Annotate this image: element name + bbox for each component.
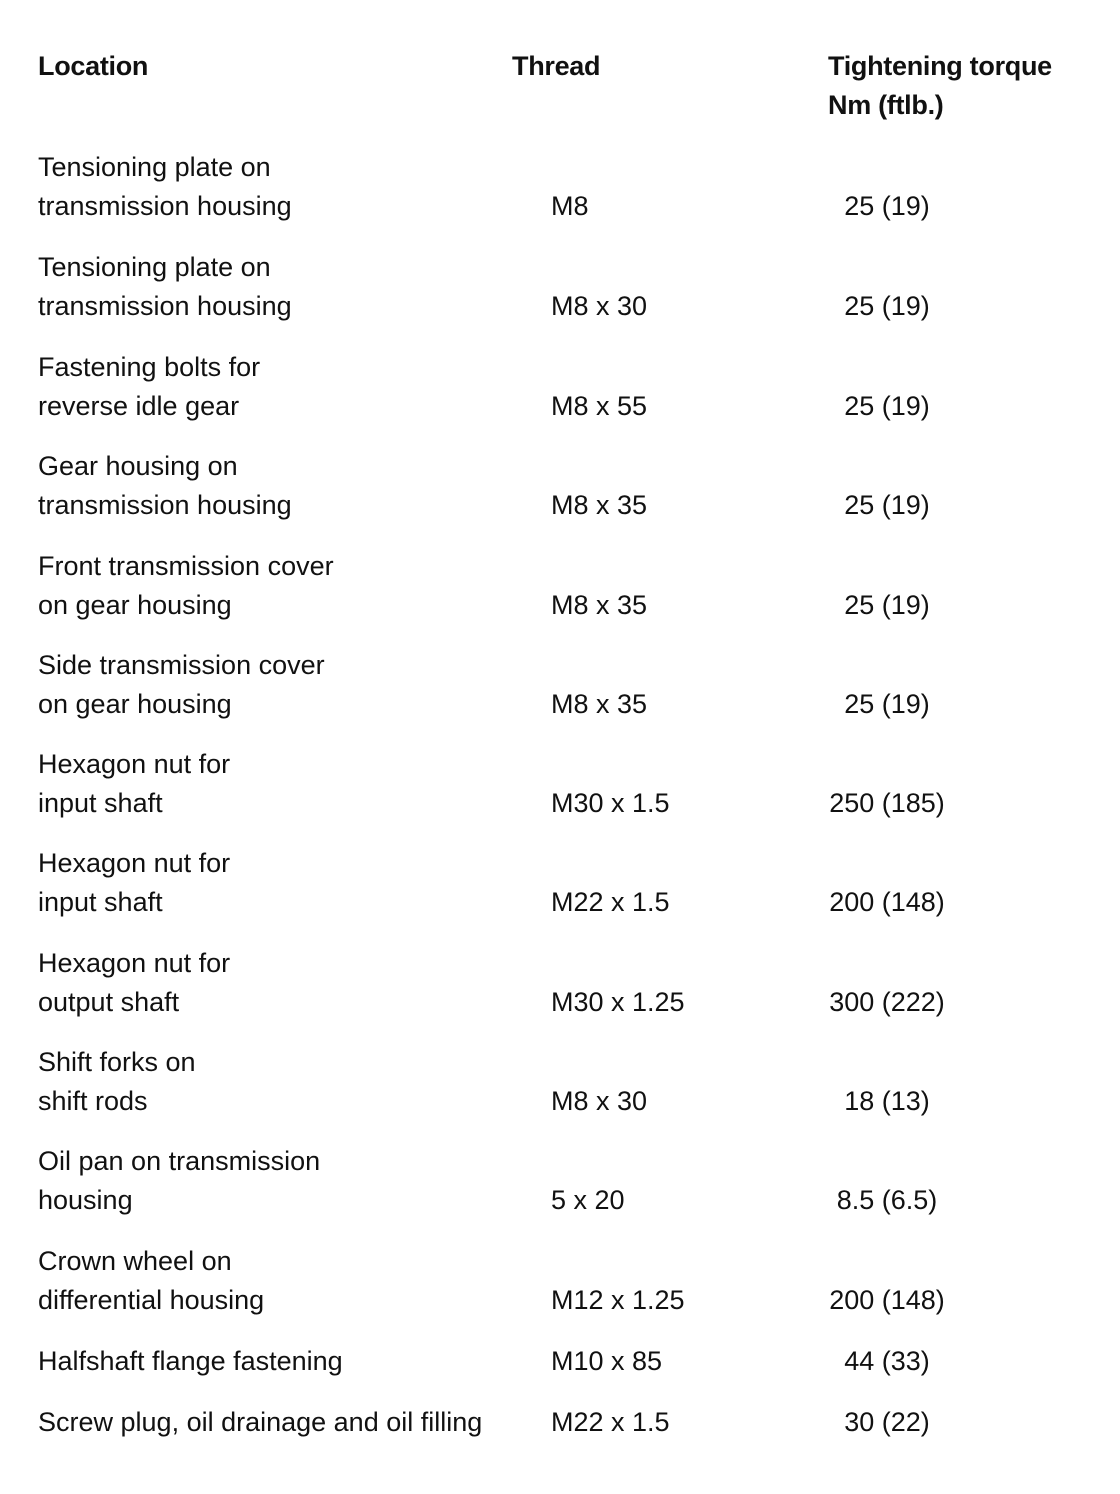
torque-header-line2: Nm (ftlb.) [828, 90, 944, 120]
location-line: Hexagon nut for [38, 948, 231, 978]
torque-cell: 300 (222) [829, 987, 945, 1017]
torque-cell: 25 (19) [844, 590, 930, 620]
location-cell [38, 646, 518, 724]
torque-cell: 200 (148) [829, 1285, 945, 1315]
location-cell [38, 1403, 518, 1442]
thread-cell: M10 x 85 [551, 1346, 663, 1376]
thread-cell: M8 x 35 [551, 689, 648, 719]
thread-cell: M22 x 1.5 [551, 1407, 670, 1437]
torque-header-line1: Tightening torque [828, 51, 1052, 81]
location-cell [38, 348, 518, 426]
location-line: housing [38, 1185, 133, 1215]
torque-cell: 25 (19) [844, 490, 930, 520]
location-cell [38, 148, 518, 226]
location-line: Hexagon nut for [38, 848, 231, 878]
location-cell [38, 1242, 518, 1320]
location-line: transmission housing [38, 291, 292, 321]
location-line: Gear housing on [38, 451, 238, 481]
location-line: shift rods [38, 1086, 148, 1116]
location-line: reverse idle gear [38, 391, 240, 421]
location-line: on gear housing [38, 689, 232, 719]
location-line: Screw plug, oil drainage and oil filling [38, 1407, 483, 1437]
torque-cell: 25 (19) [844, 291, 930, 321]
location-cell [38, 248, 518, 326]
torque-cell: 25 (19) [844, 391, 930, 421]
torque-cell: 44 (33) [844, 1346, 930, 1376]
location-cell [38, 745, 518, 823]
location-line: transmission housing [38, 490, 292, 520]
location-line: Halfshaft flange fastening [38, 1346, 343, 1376]
location-cell [38, 1043, 518, 1121]
thread-cell: M8 x 30 [551, 1086, 648, 1116]
location-line: Crown wheel on [38, 1246, 232, 1276]
location-line: output shaft [38, 987, 180, 1017]
location-line: Fastening bolts for [38, 352, 261, 382]
location-line: Tensioning plate on [38, 152, 271, 182]
thread-cell: M8 [551, 191, 589, 221]
torque-cell: 30 (22) [844, 1407, 930, 1437]
location-cell [38, 1342, 518, 1381]
location-line: Oil pan on transmission [38, 1146, 321, 1176]
thread-cell: M8 x 30 [551, 291, 648, 321]
location-cell [38, 844, 518, 922]
location-line: input shaft [38, 788, 163, 818]
location-line: Shift forks on [38, 1047, 196, 1077]
location-line: input shaft [38, 887, 163, 917]
location-line: differential housing [38, 1285, 265, 1315]
torque-cell: 18 (13) [844, 1086, 930, 1116]
location-column-header: Location [38, 51, 149, 81]
location-line: Hexagon nut for [38, 749, 231, 779]
location-line: transmission housing [38, 191, 292, 221]
location-cell [38, 1142, 518, 1220]
thread-column-header: Thread [512, 51, 601, 81]
thread-cell: M8 x 55 [551, 391, 648, 421]
location-line: Side transmission cover [38, 650, 325, 680]
torque-cell: 25 (19) [844, 689, 930, 719]
torque-column-header [828, 47, 1052, 125]
thread-cell: M8 x 35 [551, 590, 648, 620]
location-line: Front transmission cover [38, 551, 334, 581]
thread-cell: M30 x 1.25 [551, 987, 685, 1017]
thread-cell: M12 x 1.25 [551, 1285, 685, 1315]
location-line: on gear housing [38, 590, 232, 620]
torque-cell: 200 (148) [829, 887, 945, 917]
torque-cell: 8.5 (6.5) [836, 1185, 938, 1215]
torque-cell: 25 (19) [844, 191, 930, 221]
thread-cell: 5 x 20 [551, 1185, 625, 1215]
location-line: Tensioning plate on [38, 252, 271, 282]
thread-cell: M30 x 1.5 [551, 788, 670, 818]
thread-cell: M22 x 1.5 [551, 887, 670, 917]
location-cell [38, 547, 518, 625]
location-cell [38, 447, 518, 525]
torque-cell: 250 (185) [829, 788, 945, 818]
thread-cell: M8 x 35 [551, 490, 648, 520]
location-cell [38, 944, 518, 1022]
